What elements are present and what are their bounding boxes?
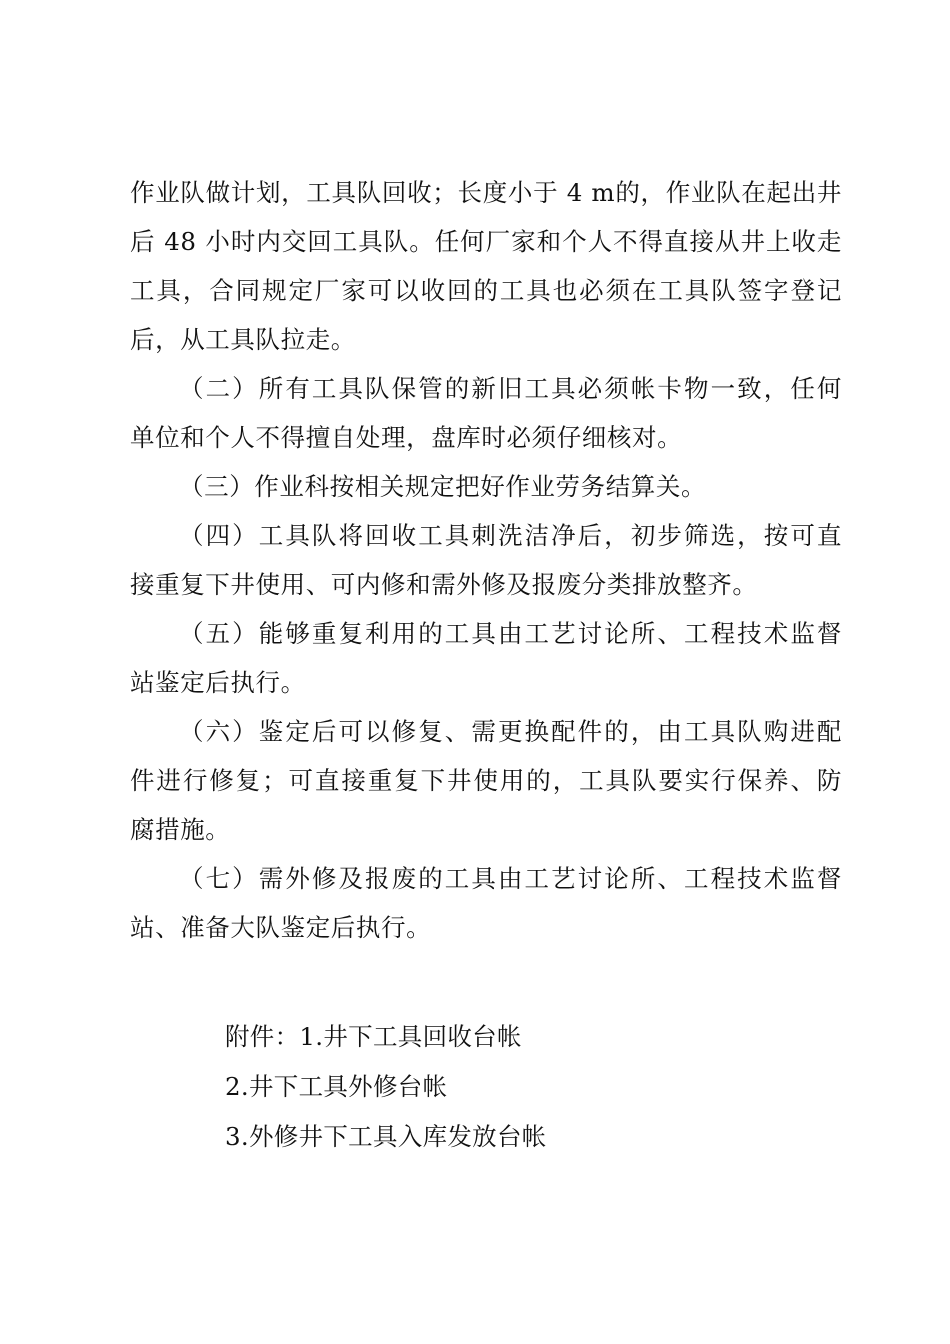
- text-line: 后，从工具队拉走。: [130, 325, 356, 354]
- text-line: （四）工具队将回收工具刺洗洁净后，初步筛选，按可直: [179, 521, 842, 550]
- text-line: 站鉴定后执行。: [130, 668, 306, 697]
- paragraph-item-7: [130, 854, 842, 952]
- paragraph-item-6: [130, 707, 842, 854]
- attachment-item-3: 3.外修井下工具入库发放台帐: [225, 1122, 547, 1151]
- text-line: 单位和个人不得擅自处理，盘库时必须仔细核对。: [130, 423, 683, 452]
- paragraph-item-5: [130, 609, 842, 707]
- attachment-item-1: 附件：1.井下工具回收台帐: [225, 1022, 522, 1051]
- paragraph-item-2: [130, 364, 842, 462]
- text-line: 作业队做计划，工具队回收；长度小于 4 m的，作业队在起出井: [130, 178, 842, 207]
- text-line: 工具，合同规定厂家可以收回的工具也必须在工具队签字登记: [130, 276, 842, 305]
- text-line: 腐措施。: [130, 815, 231, 844]
- text-line: （七）需外修及报废的工具由工艺讨论所、工程技术监督: [179, 864, 842, 893]
- text-line: （六）鉴定后可以修复、需更换配件的，由工具队购进配: [179, 717, 842, 746]
- document-body: [130, 168, 842, 952]
- text-line: 站、准备大队鉴定后执行。: [130, 913, 432, 942]
- paragraph-item-3: [130, 462, 842, 511]
- text-line: 件进行修复；可直接重复下井使用的，工具队要实行保养、防: [130, 766, 842, 795]
- attachment-item-2: 2.井下工具外修台帐: [225, 1072, 448, 1101]
- text-line: （二）所有工具队保管的新旧工具必须帐卡物一致，任何: [179, 374, 842, 403]
- paragraph-continued: [130, 168, 842, 364]
- paragraph-item-4: [130, 511, 842, 609]
- text-line: （三）作业科按相关规定把好作业劳务结算关。: [179, 472, 707, 501]
- text-line: （五）能够重复利用的工具由工艺讨论所、工程技术监督: [179, 619, 842, 648]
- text-line: 接重复下井使用、可内修和需外修及报废分类排放整齐。: [130, 570, 758, 599]
- text-line: 后 48 小时内交回工具队。任何厂家和个人不得直接从井上收走: [130, 227, 842, 256]
- attachments-list: [225, 1012, 725, 1162]
